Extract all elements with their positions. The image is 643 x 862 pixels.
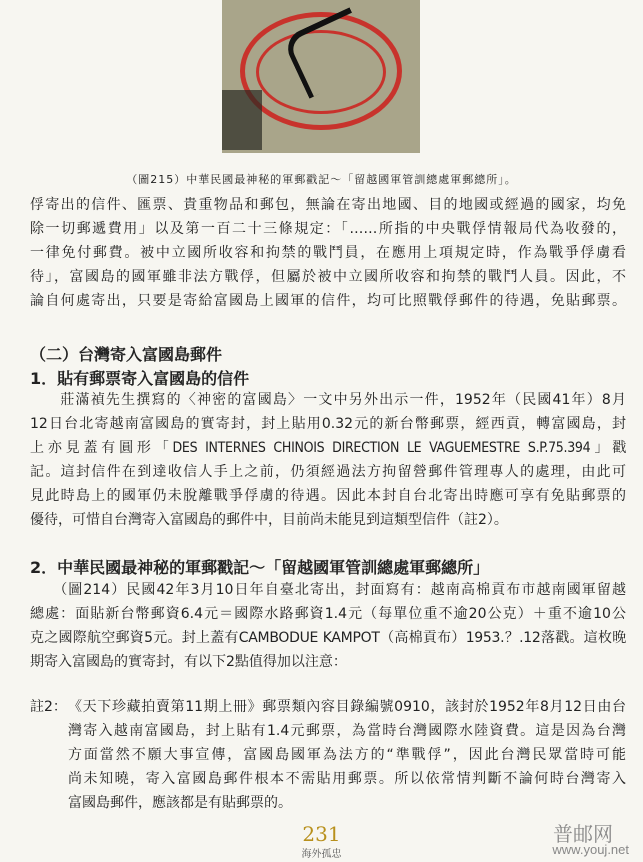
text-line: 論自何處寄出，只要是寄給富國島上國軍的信件，均可比照戰俘郵件的待遇，免貼郵票。	[30, 293, 626, 309]
section-heading: （二）台灣寄入富國島郵件	[30, 345, 223, 364]
text-line: （圖214）民國42年3月10日年自臺北寄出，封面寫有：越南高棉貢布市越南國軍留越	[30, 582, 626, 598]
watermark-logo: 普邮网	[553, 822, 613, 846]
watermark-url: www.youj.net	[552, 842, 629, 857]
text-line: 除一切郵遞費用」以及第一百二十三條規定：「……所指的中央戰俘情報局代為收發的，	[30, 221, 626, 237]
text-line: 記。這封信件在到達收信人手上之前，仍須經過法方拘留營郵件管理專人的處理，由此可	[30, 464, 626, 480]
text-line: 富國島郵件，應該都是有貼郵票的。	[68, 795, 292, 811]
text-line: 見此時島上的國軍仍未脫離戰爭俘虜的待遇。因此本封自台北寄出時應可享有免貼郵票的	[30, 488, 626, 504]
text-line: 方面當然不願大事宣傳，富國島國軍為法方的“準戰俘”，因此台灣民眾當時可能	[68, 747, 626, 763]
text-line: 《天下珍藏拍賣第11期上冊》郵票類內容目錄編號0910，該封於1952年8月12日由台	[68, 699, 626, 715]
figure-caption: （圖215）中華民國最神秘的軍郵戳記～「留越國軍管訓總處軍郵總所」。	[126, 173, 517, 186]
text-line: 尚未知曉，寄入富國島郵件根本不需貼用郵票。所以依常情判斷不論何時台灣寄入	[68, 771, 626, 787]
page-number: 231	[302, 822, 341, 846]
text-line: 克之國際航空郵資5元。封上蓋有CAMBODUE KAMPOT（高棉貢布）1953.？.12落戳。這枚晚	[30, 630, 626, 646]
ink-mark	[222, 90, 262, 150]
text-line: 待」，富國島的國軍雖非法方戰俘，但屬於被中立國所收容和拘禁的戰鬥人員。因此，不	[30, 269, 626, 285]
text-line: 總處：面貼新台幣郵資6.4元＝國際水路郵資1.4元（每單位重不逾20公克）＋重不逾10公	[30, 606, 626, 622]
text-line: 12日台北寄越南富國島的實寄封，封上貼用0.32元的新台幣郵票，經西貢，轉富國島，封	[30, 416, 626, 432]
text-line: 期寄入富國島的實寄封，有以下2點值得加以注意：	[30, 654, 347, 670]
text-line: 莊滿禎先生撰寫的〈神密的富國島〉一文中另外出示一件，1952年（民國41年）8月	[30, 392, 626, 408]
subsection-heading-2: 2．中華民國最神秘的軍郵戳記～「留越國軍管訓總處軍郵總所」	[30, 558, 490, 577]
subsection-heading-1: 1．貼有郵票寄入富國島的信件	[30, 369, 250, 388]
postmark-photo	[222, 0, 420, 153]
text-line: 優待，可惜自台灣寄入富國島的郵件中，目前尚未能見到這類型信件（註2）。	[30, 512, 508, 528]
page-subtitle: 海外孤忠	[301, 849, 342, 860]
text-line: 灣寄入越南富國島，封上貼有1.4元郵票，為當時台灣國際水陸資費。這是因為台灣	[68, 723, 626, 739]
footnote-label: 註2：	[30, 699, 67, 715]
text-line: 一律免付郵費。被中立國所收容和拘禁的戰鬥員，在應用上項規定時，作為戰爭俘虜看	[30, 245, 626, 261]
text-line: 俘寄出的信件、匯票、貴重物品和郵包，無論在寄出地國、目的地國或經過的國家，均免	[30, 197, 626, 213]
text-line: 上亦見蓋有圓形「DES INTERNES CHINOIS DIRECTION LE VAGUEMESTRE S.P.75.394」戳	[30, 440, 626, 456]
